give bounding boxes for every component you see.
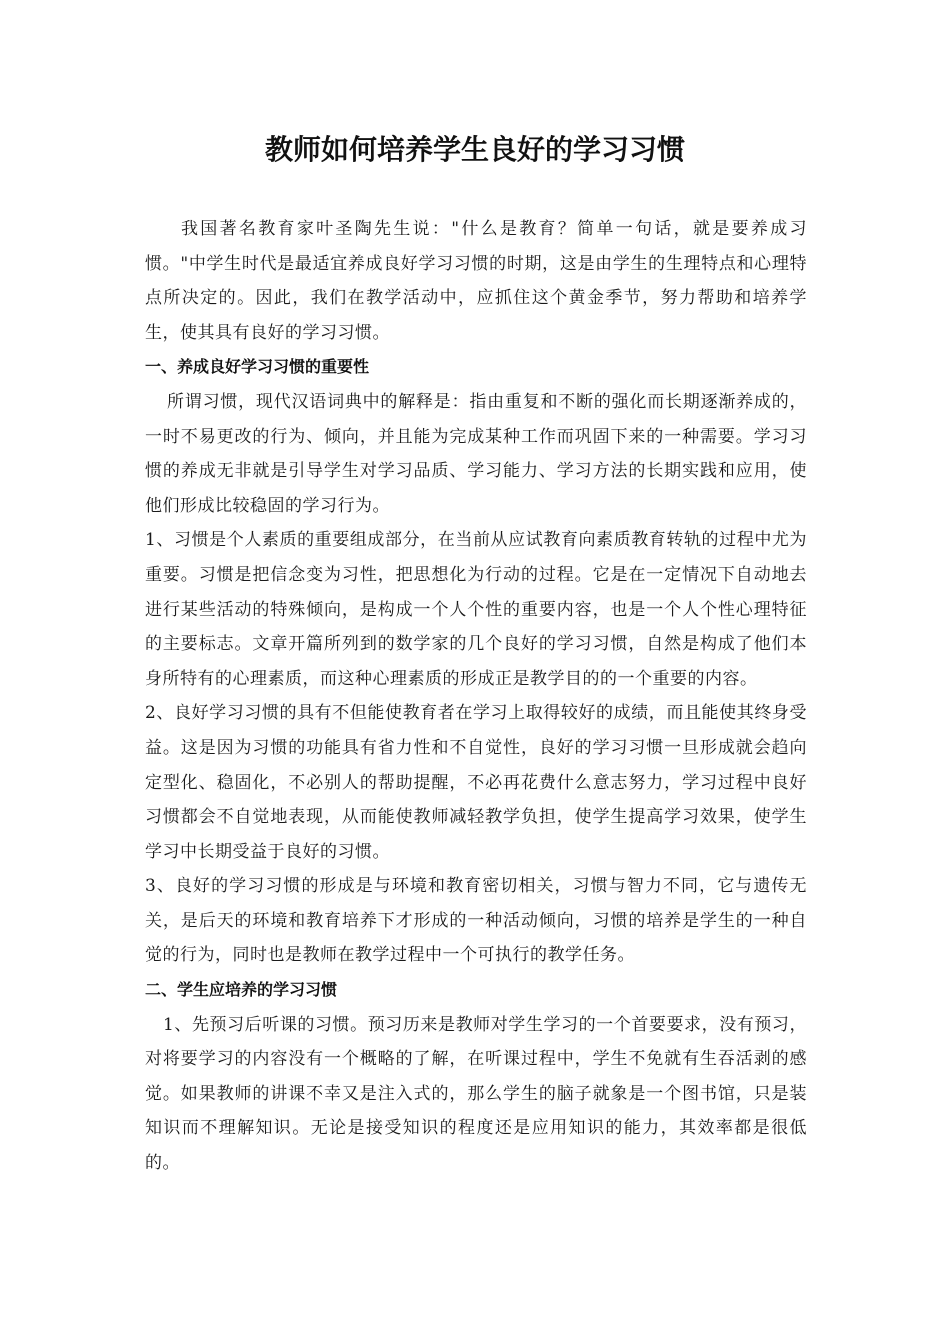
habit-point-1: 1、先预习后听课的习惯。预习历来是教师对学生学习的一个首要要求，没有预习，对将要学习的内容没有一个概略的了解，在听课过程中，学生不免就有生吞活剥的感觉。如果教师的讲课不幸又是注入式的，那么学生的脑子就象是一个图书馆，只是装知识而不理解知识。无论是接受知识的程度还是应用知识的能力，其效率都是很低的。 bbox=[145, 1014, 807, 1174]
intro-paragraph: 我国著名教育家叶圣陶先生说："什么是教育？简单一句话，就是要养成习惯。"中学生时代是最适宜养成良好学习习惯的时期，这是由学生的生理特点和心理特点所决定的。因此，我们在教学活动中，应抓住这个黄金季节，努力帮助和培养学生，使其具有良好的学习习惯。 bbox=[145, 219, 807, 343]
importance-point-2: 2、良好学习习惯的具有不但能使教育者在学习上取得较好的成绩，而且能使其终身受益。这是因为习惯的功能具有省力性和不自觉性，良好的学习习惯一旦形成就会趋向定型化、稳固化，不必别人的帮助提醒，不必再花费什么意志努力，学习过程中良好习惯都会不自觉地表现，从而能使教师减轻教学负担，使学生提高学习效果，使学生学习中长期受益于良好的习惯。 bbox=[145, 703, 807, 862]
document-title: 教师如何培养学生良好的学习习惯 bbox=[264, 133, 685, 166]
importance-point-1: 1、习惯是个人素质的重要组成部分，在当前从应试教育向素质教育转轨的过程中尤为重要。习惯是把信念变为习性，把思想化为行动的过程。它是在一定情况下自动地去进行某些活动的特殊倾向，是构成一个人个性的重要内容，也是一个人个性心理特征的主要标志。文章开篇所列到的数学家的几个良好的学习习惯，自然是构成了他们本身所特有的心理素质，而这种心理素质的形成正是教学目的的一个重要的内容。 bbox=[145, 530, 807, 689]
document-body bbox=[145, 212, 807, 1181]
definition-paragraph: 所谓习惯，现代汉语词典中的解释是：指由重复和不断的强化而长期逐渐养成的，一时不易更改的行为、倾向，并且能为完成某种工作而巩固下来的一种需要。学习习惯的养成无非就是引导学生对学习品质、学习能力、学习方法的长期实践和应用，使他们形成比较稳固的学习行为。 bbox=[145, 391, 807, 516]
importance-point-3: 3、良好的学习习惯的形成是与环境和教育密切相关，习惯与智力不同，它与遗传无关，是后天的环境和教育培养下才形成的一种活动倾向，习惯的培养是学生的一种自觉的行为，同时也是教师在教学过程中一个可执行的教学任务。 bbox=[145, 876, 807, 966]
section-heading-habits: 二、学生应培养的学习习惯 bbox=[145, 980, 338, 1000]
section-heading-importance: 一、养成良好学习习惯的重要性 bbox=[145, 357, 370, 377]
